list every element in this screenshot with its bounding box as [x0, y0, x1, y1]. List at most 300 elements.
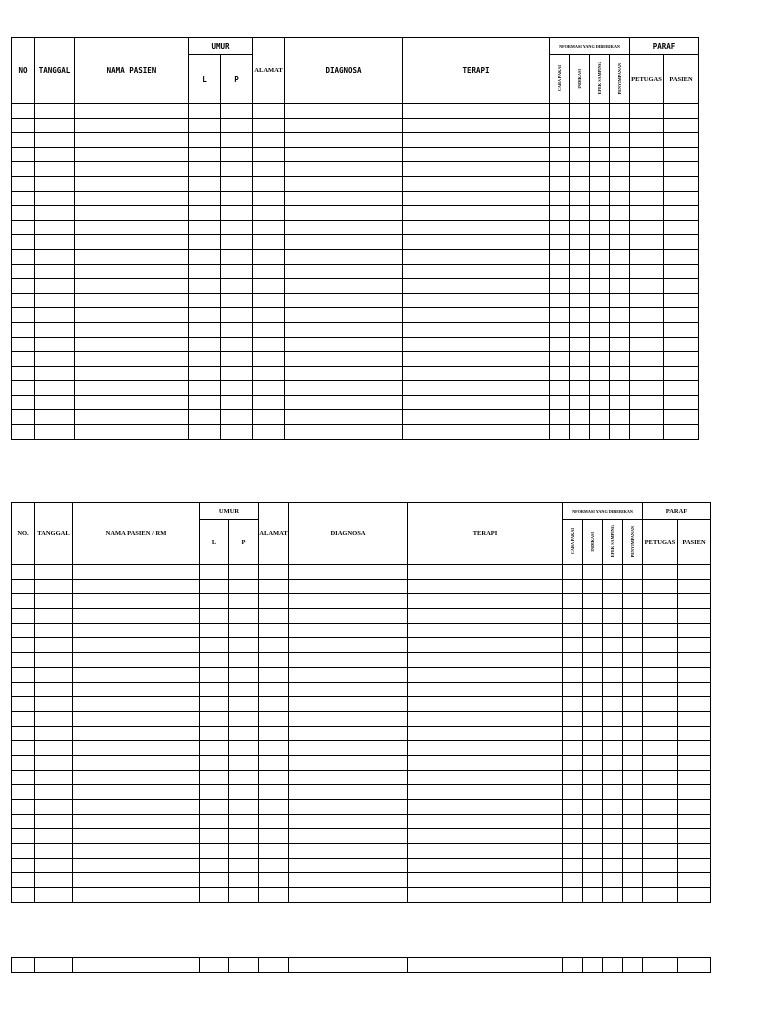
table-cell[interactable] — [221, 162, 253, 177]
table-cell[interactable] — [630, 425, 664, 440]
table-cell[interactable] — [643, 726, 678, 741]
table-cell[interactable] — [630, 133, 664, 148]
table-cell[interactable] — [285, 293, 403, 308]
table-cell[interactable] — [664, 176, 699, 191]
table-cell[interactable] — [664, 104, 699, 119]
table-cell[interactable] — [583, 844, 603, 859]
table-cell[interactable] — [12, 565, 35, 580]
table-cell[interactable] — [408, 858, 563, 873]
table-cell[interactable] — [403, 293, 550, 308]
table-cell[interactable] — [259, 594, 289, 609]
table-cell[interactable] — [12, 133, 35, 148]
table-cell[interactable] — [678, 755, 711, 770]
table-cell[interactable] — [285, 366, 403, 381]
table-cell[interactable] — [590, 176, 610, 191]
table-cell[interactable] — [570, 235, 590, 250]
table-cell[interactable] — [221, 337, 253, 352]
table-cell[interactable] — [590, 366, 610, 381]
table-cell[interactable] — [200, 888, 229, 903]
table-cell[interactable] — [73, 653, 200, 668]
table-cell[interactable] — [35, 279, 75, 294]
table-cell[interactable] — [610, 118, 630, 133]
table-cell[interactable] — [630, 176, 664, 191]
table-cell[interactable] — [590, 322, 610, 337]
table-cell[interactable] — [200, 711, 229, 726]
table-cell[interactable] — [678, 800, 711, 815]
table-cell[interactable] — [12, 176, 35, 191]
table-cell[interactable] — [590, 308, 610, 323]
table-cell[interactable] — [610, 279, 630, 294]
table-cell[interactable] — [550, 162, 570, 177]
table-cell[interactable] — [229, 814, 259, 829]
table-cell[interactable] — [408, 888, 563, 903]
table-cell[interactable] — [73, 755, 200, 770]
table-cell[interactable] — [583, 682, 603, 697]
table-cell[interactable] — [678, 844, 711, 859]
table-cell[interactable] — [189, 133, 221, 148]
table-cell[interactable] — [259, 726, 289, 741]
table-cell[interactable] — [570, 308, 590, 323]
table-cell[interactable] — [229, 785, 259, 800]
table-cell[interactable] — [285, 191, 403, 206]
table-cell[interactable] — [259, 785, 289, 800]
table-cell[interactable] — [643, 888, 678, 903]
table-cell[interactable] — [643, 623, 678, 638]
table-cell[interactable] — [35, 755, 73, 770]
table-cell[interactable] — [221, 264, 253, 279]
table-cell[interactable] — [35, 829, 73, 844]
table-cell[interactable] — [603, 726, 623, 741]
table-cell[interactable] — [403, 162, 550, 177]
table-cell[interactable] — [289, 814, 408, 829]
table-cell[interactable] — [570, 162, 590, 177]
table-cell[interactable] — [403, 206, 550, 221]
table-cell[interactable] — [73, 565, 200, 580]
table-cell[interactable] — [253, 104, 285, 119]
table-cell[interactable] — [73, 594, 200, 609]
table-cell[interactable] — [289, 667, 408, 682]
table-cell[interactable] — [75, 395, 189, 410]
table-cell[interactable] — [73, 770, 200, 785]
table-cell[interactable] — [623, 958, 643, 973]
table-cell[interactable] — [664, 191, 699, 206]
table-cell[interactable] — [563, 814, 583, 829]
table-cell[interactable] — [550, 176, 570, 191]
table-cell[interactable] — [189, 264, 221, 279]
table-cell[interactable] — [75, 162, 189, 177]
table-cell[interactable] — [12, 249, 35, 264]
table-cell[interactable] — [610, 104, 630, 119]
table-cell[interactable] — [563, 770, 583, 785]
table-cell[interactable] — [664, 235, 699, 250]
table-cell[interactable] — [73, 609, 200, 624]
table-cell[interactable] — [35, 235, 75, 250]
table-cell[interactable] — [221, 279, 253, 294]
table-cell[interactable] — [630, 264, 664, 279]
table-cell[interactable] — [630, 308, 664, 323]
table-cell[interactable] — [35, 858, 73, 873]
table-cell[interactable] — [253, 366, 285, 381]
table-cell[interactable] — [12, 770, 35, 785]
table-cell[interactable] — [200, 755, 229, 770]
table-cell[interactable] — [73, 682, 200, 697]
table-cell[interactable] — [259, 858, 289, 873]
table-cell[interactable] — [590, 264, 610, 279]
table-cell[interactable] — [583, 697, 603, 712]
table-cell[interactable] — [664, 395, 699, 410]
table-cell[interactable] — [35, 191, 75, 206]
table-cell[interactable] — [12, 337, 35, 352]
table-cell[interactable] — [35, 711, 73, 726]
table-cell[interactable] — [570, 133, 590, 148]
table-cell[interactable] — [73, 711, 200, 726]
table-cell[interactable] — [189, 425, 221, 440]
table-cell[interactable] — [35, 104, 75, 119]
table-cell[interactable] — [221, 322, 253, 337]
table-cell[interactable] — [590, 381, 610, 396]
table-cell[interactable] — [12, 366, 35, 381]
table-cell[interactable] — [253, 191, 285, 206]
table-cell[interactable] — [189, 410, 221, 425]
table-cell[interactable] — [289, 873, 408, 888]
table-cell[interactable] — [630, 279, 664, 294]
table-cell[interactable] — [253, 337, 285, 352]
table-cell[interactable] — [35, 623, 73, 638]
table-cell[interactable] — [253, 279, 285, 294]
table-cell[interactable] — [221, 133, 253, 148]
table-cell[interactable] — [603, 594, 623, 609]
table-cell[interactable] — [630, 118, 664, 133]
table-cell[interactable] — [35, 785, 73, 800]
table-cell[interactable] — [73, 844, 200, 859]
table-cell[interactable] — [408, 844, 563, 859]
table-cell[interactable] — [200, 858, 229, 873]
table-cell[interactable] — [630, 410, 664, 425]
table-cell[interactable] — [289, 785, 408, 800]
table-cell[interactable] — [664, 220, 699, 235]
table-cell[interactable] — [643, 800, 678, 815]
table-cell[interactable] — [550, 337, 570, 352]
table-cell[interactable] — [590, 118, 610, 133]
table-cell[interactable] — [35, 653, 73, 668]
table-cell[interactable] — [12, 829, 35, 844]
table-cell[interactable] — [678, 594, 711, 609]
table-cell[interactable] — [403, 118, 550, 133]
table-cell[interactable] — [664, 366, 699, 381]
table-cell[interactable] — [550, 322, 570, 337]
table-cell[interactable] — [35, 176, 75, 191]
table-cell[interactable] — [678, 741, 711, 756]
table-cell[interactable] — [403, 381, 550, 396]
table-cell[interactable] — [403, 133, 550, 148]
table-cell[interactable] — [678, 579, 711, 594]
table-cell[interactable] — [563, 565, 583, 580]
table-cell[interactable] — [73, 726, 200, 741]
table-cell[interactable] — [678, 697, 711, 712]
table-cell[interactable] — [289, 770, 408, 785]
table-cell[interactable] — [570, 322, 590, 337]
table-cell[interactable] — [221, 118, 253, 133]
table-cell[interactable] — [200, 697, 229, 712]
table-cell[interactable] — [75, 322, 189, 337]
table-cell[interactable] — [643, 858, 678, 873]
table-cell[interactable] — [408, 609, 563, 624]
table-cell[interactable] — [630, 206, 664, 221]
table-cell[interactable] — [289, 579, 408, 594]
table-cell[interactable] — [603, 741, 623, 756]
table-cell[interactable] — [35, 293, 75, 308]
table-cell[interactable] — [550, 425, 570, 440]
table-cell[interactable] — [253, 206, 285, 221]
table-cell[interactable] — [12, 410, 35, 425]
table-cell[interactable] — [583, 858, 603, 873]
table-cell[interactable] — [623, 697, 643, 712]
table-cell[interactable] — [408, 829, 563, 844]
table-cell[interactable] — [563, 958, 583, 973]
table-cell[interactable] — [35, 220, 75, 235]
table-cell[interactable] — [664, 293, 699, 308]
table-cell[interactable] — [200, 829, 229, 844]
table-cell[interactable] — [623, 638, 643, 653]
table-cell[interactable] — [603, 844, 623, 859]
table-cell[interactable] — [643, 565, 678, 580]
table-cell[interactable] — [563, 873, 583, 888]
table-cell[interactable] — [229, 741, 259, 756]
table-cell[interactable] — [259, 770, 289, 785]
table-cell[interactable] — [678, 726, 711, 741]
table-cell[interactable] — [550, 133, 570, 148]
table-cell[interactable] — [570, 381, 590, 396]
table-cell[interactable] — [229, 829, 259, 844]
table-cell[interactable] — [12, 293, 35, 308]
table-cell[interactable] — [229, 800, 259, 815]
table-cell[interactable] — [570, 279, 590, 294]
table-cell[interactable] — [229, 888, 259, 903]
table-cell[interactable] — [229, 653, 259, 668]
table-cell[interactable] — [570, 410, 590, 425]
table-cell[interactable] — [259, 711, 289, 726]
table-cell[interactable] — [643, 829, 678, 844]
table-cell[interactable] — [35, 958, 73, 973]
table-cell[interactable] — [623, 814, 643, 829]
table-cell[interactable] — [35, 352, 75, 367]
table-cell[interactable] — [259, 682, 289, 697]
table-cell[interactable] — [563, 638, 583, 653]
table-cell[interactable] — [610, 133, 630, 148]
table-cell[interactable] — [664, 162, 699, 177]
table-cell[interactable] — [408, 770, 563, 785]
table-cell[interactable] — [35, 322, 75, 337]
table-cell[interactable] — [35, 844, 73, 859]
table-cell[interactable] — [583, 609, 603, 624]
table-cell[interactable] — [583, 814, 603, 829]
table-cell[interactable] — [570, 264, 590, 279]
table-cell[interactable] — [73, 873, 200, 888]
table-cell[interactable] — [12, 873, 35, 888]
table-cell[interactable] — [408, 800, 563, 815]
table-cell[interactable] — [678, 814, 711, 829]
table-cell[interactable] — [603, 785, 623, 800]
table-cell[interactable] — [403, 352, 550, 367]
table-cell[interactable] — [643, 682, 678, 697]
table-cell[interactable] — [200, 594, 229, 609]
table-cell[interactable] — [570, 147, 590, 162]
table-cell[interactable] — [590, 235, 610, 250]
table-cell[interactable] — [12, 235, 35, 250]
table-cell[interactable] — [35, 206, 75, 221]
table-cell[interactable] — [583, 755, 603, 770]
table-cell[interactable] — [200, 770, 229, 785]
table-cell[interactable] — [403, 147, 550, 162]
table-cell[interactable] — [229, 579, 259, 594]
table-cell[interactable] — [408, 638, 563, 653]
table-cell[interactable] — [408, 565, 563, 580]
table-cell[interactable] — [570, 425, 590, 440]
table-cell[interactable] — [678, 638, 711, 653]
table-cell[interactable] — [75, 249, 189, 264]
table-cell[interactable] — [12, 279, 35, 294]
table-cell[interactable] — [643, 755, 678, 770]
table-cell[interactable] — [583, 638, 603, 653]
table-cell[interactable] — [583, 741, 603, 756]
table-cell[interactable] — [570, 220, 590, 235]
table-cell[interactable] — [229, 858, 259, 873]
table-cell[interactable] — [630, 104, 664, 119]
table-cell[interactable] — [221, 147, 253, 162]
table-cell[interactable] — [570, 191, 590, 206]
table-cell[interactable] — [664, 425, 699, 440]
table-cell[interactable] — [583, 888, 603, 903]
table-cell[interactable] — [253, 395, 285, 410]
table-cell[interactable] — [563, 829, 583, 844]
table-cell[interactable] — [678, 682, 711, 697]
table-cell[interactable] — [403, 235, 550, 250]
table-cell[interactable] — [289, 638, 408, 653]
table-cell[interactable] — [73, 829, 200, 844]
table-cell[interactable] — [623, 829, 643, 844]
table-cell[interactable] — [408, 873, 563, 888]
table-cell[interactable] — [664, 118, 699, 133]
table-cell[interactable] — [563, 741, 583, 756]
table-cell[interactable] — [603, 814, 623, 829]
table-cell[interactable] — [408, 711, 563, 726]
table-cell[interactable] — [563, 697, 583, 712]
table-cell[interactable] — [664, 381, 699, 396]
table-cell[interactable] — [253, 410, 285, 425]
table-cell[interactable] — [12, 191, 35, 206]
table-cell[interactable] — [229, 667, 259, 682]
table-cell[interactable] — [664, 264, 699, 279]
table-cell[interactable] — [200, 958, 229, 973]
table-cell[interactable] — [603, 873, 623, 888]
table-cell[interactable] — [73, 800, 200, 815]
table-cell[interactable] — [678, 565, 711, 580]
table-cell[interactable] — [35, 162, 75, 177]
table-cell[interactable] — [590, 206, 610, 221]
table-cell[interactable] — [664, 410, 699, 425]
table-cell[interactable] — [403, 322, 550, 337]
table-cell[interactable] — [253, 308, 285, 323]
table-cell[interactable] — [285, 337, 403, 352]
table-cell[interactable] — [285, 133, 403, 148]
table-cell[interactable] — [259, 667, 289, 682]
table-cell[interactable] — [583, 653, 603, 668]
table-cell[interactable] — [200, 873, 229, 888]
table-cell[interactable] — [259, 579, 289, 594]
table-cell[interactable] — [583, 565, 603, 580]
table-cell[interactable] — [259, 829, 289, 844]
table-cell[interactable] — [664, 206, 699, 221]
table-cell[interactable] — [583, 873, 603, 888]
table-cell[interactable] — [403, 337, 550, 352]
table-cell[interactable] — [550, 279, 570, 294]
table-cell[interactable] — [289, 741, 408, 756]
table-cell[interactable] — [403, 425, 550, 440]
table-cell[interactable] — [550, 191, 570, 206]
table-cell[interactable] — [35, 594, 73, 609]
table-cell[interactable] — [229, 711, 259, 726]
table-cell[interactable] — [550, 366, 570, 381]
table-cell[interactable] — [73, 958, 200, 973]
table-cell[interactable] — [610, 206, 630, 221]
table-cell[interactable] — [583, 623, 603, 638]
table-cell[interactable] — [643, 844, 678, 859]
table-cell[interactable] — [610, 293, 630, 308]
table-cell[interactable] — [200, 667, 229, 682]
table-cell[interactable] — [221, 425, 253, 440]
table-cell[interactable] — [289, 726, 408, 741]
table-cell[interactable] — [583, 958, 603, 973]
table-cell[interactable] — [12, 741, 35, 756]
table-cell[interactable] — [289, 958, 408, 973]
table-cell[interactable] — [253, 133, 285, 148]
table-cell[interactable] — [35, 888, 73, 903]
table-cell[interactable] — [623, 755, 643, 770]
table-cell[interactable] — [563, 726, 583, 741]
table-cell[interactable] — [221, 293, 253, 308]
table-cell[interactable] — [630, 293, 664, 308]
table-cell[interactable] — [289, 565, 408, 580]
table-cell[interactable] — [664, 308, 699, 323]
table-cell[interactable] — [189, 235, 221, 250]
table-cell[interactable] — [12, 653, 35, 668]
table-cell[interactable] — [12, 425, 35, 440]
table-cell[interactable] — [12, 785, 35, 800]
table-cell[interactable] — [289, 800, 408, 815]
table-cell[interactable] — [643, 770, 678, 785]
table-cell[interactable] — [570, 249, 590, 264]
table-cell[interactable] — [229, 594, 259, 609]
table-cell[interactable] — [623, 844, 643, 859]
table-cell[interactable] — [583, 770, 603, 785]
table-cell[interactable] — [253, 322, 285, 337]
table-cell[interactable] — [35, 638, 73, 653]
table-cell[interactable] — [75, 133, 189, 148]
table-cell[interactable] — [75, 147, 189, 162]
table-cell[interactable] — [610, 264, 630, 279]
table-cell[interactable] — [403, 104, 550, 119]
table-cell[interactable] — [550, 249, 570, 264]
table-cell[interactable] — [75, 293, 189, 308]
table-cell[interactable] — [229, 726, 259, 741]
table-cell[interactable] — [583, 579, 603, 594]
table-cell[interactable] — [630, 249, 664, 264]
table-cell[interactable] — [259, 800, 289, 815]
table-cell[interactable] — [189, 293, 221, 308]
table-cell[interactable] — [35, 118, 75, 133]
table-cell[interactable] — [563, 682, 583, 697]
table-cell[interactable] — [603, 958, 623, 973]
